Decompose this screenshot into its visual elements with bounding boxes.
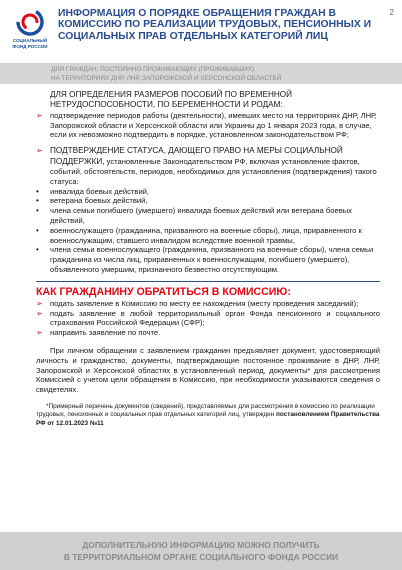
bullet-icon: • — [36, 225, 39, 235]
section2-title-rest: установленные Законодательством РФ, включая установление фактов, событий, обстоятельств, периодов, необходимых для установления (подтверждения) такого статуса: — [50, 156, 377, 186]
list-item-text: военнослужащего (гражданина, призванного на военные сборы), лица, приравненного к военнослужащим, ставшего инвалидом вследствие военной травмы, — [50, 225, 362, 245]
bullet-icon: • — [36, 196, 39, 206]
section2-title: ПОДТВЕРЖДЕНИЕ СТАТУСА, ДАЮЩЕГО ПРАВО НА МЕРЫ СОЦИАЛЬНОЙ ПОДДЕРЖКИ, — [50, 146, 343, 166]
list-item-text: члена семьи погибшего (умершего) инвалида боевых действий или ветерана боевых действий, — [50, 206, 352, 225]
arrow-icon: ➢ — [36, 298, 43, 308]
list-item-text: ветерана боевых действий, — [50, 196, 148, 206]
banner-line-2: НА ТЕРРИТОРИЯХ ДНР, ЛНР, ЗАПОРОЖСКОЙ И ХЕРСОНСКОЙ ОБЛАСТЕЙ — [51, 75, 282, 82]
how-item-text: подать заявление в Комиссию по месту ее нахождения (месту проведения заседаний); — [50, 298, 359, 308]
header — [0, 0, 402, 62]
banner-line-1: ДЛЯ ГРАЖДАН, ПОСТОЯННО ПРОЖИВАЮЩИХ (ПРОЖИВАВШИХ) — [51, 66, 255, 73]
arrow-icon: ➢ — [36, 308, 43, 318]
sfr-logo-icon — [16, 8, 44, 36]
how-item — [36, 308, 380, 329]
section1-title: ДЛЯ ОПРЕДЕЛЕНИЯ РАЗМЕРОВ ПОСОБИЙ ПО ВРЕМЕННОЙ НЕТРУДОСПОСОБНОСТИ, ПО БЕРЕМЕННОСТИ И РОДАМ: — [50, 90, 293, 110]
sfr-logo — [10, 6, 50, 54]
footer — [0, 532, 402, 570]
list-item-text: члена семьи военнослужащего (гражданина, призванного на военные сборы), члена семьи гражданина из числа лиц, приравненных к военнослужащим, погибшего (умершего), объявленного умершим, признанного безвестно отсутствующим. — [50, 245, 374, 274]
logo-text: СОЦИАЛЬНЫЙ ФОНД РОССИИ — [12, 38, 48, 49]
arrow-icon: ➢ — [36, 146, 43, 156]
section1-item — [36, 110, 380, 140]
how-item — [36, 298, 380, 309]
arrow-icon: ➢ — [36, 110, 43, 120]
list-item — [36, 245, 380, 274]
audience-banner — [0, 63, 402, 84]
footer-line-2: В ТЕРРИТОРИАЛЬНОМ ОРГАНЕ СОЦИАЛЬНОГО ФОНДА РОССИИ — [63, 552, 339, 562]
bullet-icon: • — [36, 245, 39, 255]
footnote — [36, 403, 380, 428]
how-item — [36, 328, 380, 338]
section2-header — [36, 146, 380, 186]
list-item — [36, 196, 380, 206]
list-item-text: инвалида боевых действий, — [50, 186, 150, 196]
arrow-icon: ➢ — [36, 328, 43, 338]
section1-item-text: подтверждение периодов работы (деятельности), имевших место на территориях ДНР, ЛНР, Запорожской области и Херсонской области или Украины до 1 января 2023 года, в случае, если их невозможно подтвердить в порядке, установленном законодательством РФ; — [50, 110, 377, 140]
how-item-text: подать заявление в любой территориальный орган Фонда пенсионного и социального страхования Российской Федерации (СФР); — [50, 308, 380, 328]
page-title: ИНФОРМАЦИЯ О ПОРЯДКЕ ОБРАЩЕНИЯ ГРАЖДАН В КОМИССИЮ ПО РЕАЛИЗАЦИИ ТРУДОВЫХ, ПЕНСИОННЫХ И СОЦИАЛЬНЫХ ПРАВ ОТДЕЛЬНЫХ КАТЕГОРИЙ ЛИЦ — [58, 8, 372, 42]
list-item — [36, 225, 380, 246]
content — [0, 90, 402, 428]
page-number: 2 — [389, 8, 394, 17]
how-item-text: направить заявление по почте. — [50, 328, 161, 338]
footer-line-1: ДОПОЛНИТЕЛЬНУЮ ИНФОРМАЦИЮ МОЖНО ПОЛУЧИТЬ — [82, 540, 320, 550]
how-to-apply-heading: КАК ГРАЖДАНИНУ ОБРАТИТЬСЯ В КОМИССИЮ: — [36, 285, 291, 298]
footnote-bold: постановлением Правительства РФ от 12.01.2023 №11 — [36, 411, 380, 427]
list-item — [36, 186, 380, 197]
bullet-icon: • — [36, 206, 39, 216]
list-item — [36, 206, 380, 226]
footnote-text: *Примерный перечень документов (сведений), представляемых для рассмотрения в комиссию по реализации трудовых, пенсионных и социальных прав отдельных категорий лиц, утвержден — [36, 402, 375, 419]
body-paragraph: При личном обращении с заявлением гражданин предъявляет документ, удостоверяющий личность и гражданство, документы, подтверждающие постоянное проживание в ДНР, ЛНР, Запорожской и Херсонской областях в установленный период, документы* для рассмотрения Комиссией с учетом цели обращения в Комиссию, при необходимости указываются сведения о свидетелях. — [36, 345, 380, 395]
bullet-icon: • — [36, 186, 39, 196]
